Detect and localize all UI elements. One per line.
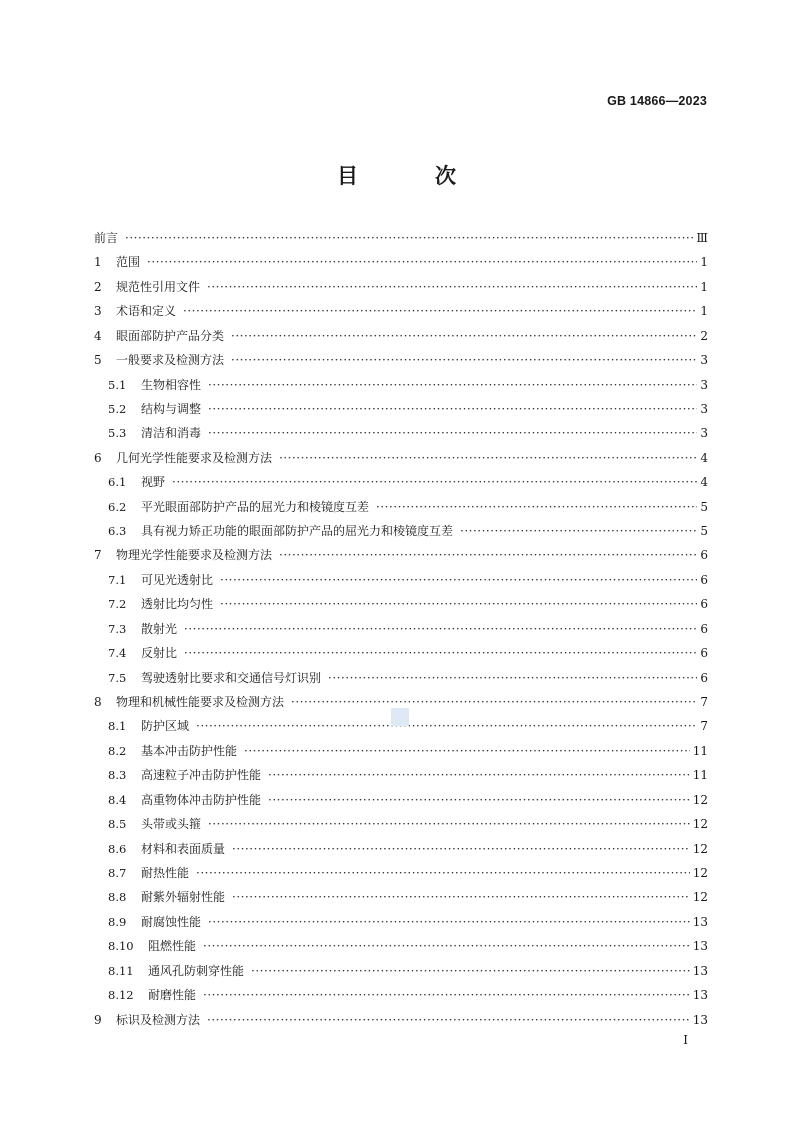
toc-entry-number: 8.5 [108, 817, 127, 832]
toc-entry[interactable] [94, 324, 708, 348]
toc-entry-title: 具有视力矫正功能的眼面部防护产品的屈光力和棱镜度互差 [141, 524, 454, 539]
toc-dot-leader [184, 641, 697, 665]
toc-entry[interactable] [94, 983, 708, 1007]
toc-entry-page: Ⅲ [696, 231, 708, 245]
highlight-marker [391, 708, 409, 726]
toc-dot-leader [208, 397, 697, 421]
toc-entry-page: 5 [700, 499, 708, 514]
toc-entry-number: 1 [94, 255, 102, 270]
toc-entry-page: 3 [700, 377, 708, 392]
toc-entry-title: 可见光透射比 [141, 572, 214, 587]
toc-entry-number: 7.5 [108, 670, 127, 685]
toc-entry-title: 一般要求及检测方法 [116, 353, 225, 368]
toc-dot-leader [196, 861, 690, 885]
toc-entry-page: 1 [700, 279, 708, 294]
toc-dot-leader [207, 1008, 690, 1032]
toc-entry[interactable] [94, 934, 708, 958]
toc-entry-number: 8.10 [108, 939, 134, 954]
toc-entry-page: 13 [692, 914, 708, 929]
toc-entry-page: 5 [700, 524, 708, 539]
toc-entry-title: 眼面部防护产品分类 [116, 328, 225, 343]
toc-entry[interactable] [94, 568, 708, 592]
standard-code: GB 14866—2023 [607, 94, 707, 108]
toc-entry-number: 5 [94, 353, 102, 368]
toc-entry-page: 3 [700, 401, 708, 416]
toc-entry[interactable] [94, 812, 708, 836]
toc-entry-title: 物理和机械性能要求及检测方法 [116, 695, 285, 710]
toc-dot-leader [207, 275, 697, 299]
toc-dot-leader [279, 446, 697, 470]
toc-entry-title: 透射比均匀性 [141, 597, 214, 612]
toc-entry-number: 4 [94, 328, 102, 343]
toc-entry-page: 6 [700, 670, 708, 685]
toc-entry-title: 耐腐蚀性能 [141, 914, 202, 929]
toc-dot-leader [208, 373, 697, 397]
toc-entry-page: 6 [700, 646, 708, 661]
toc-dot-leader [231, 324, 697, 348]
toc-entry-title: 物理光学性能要求及检测方法 [116, 548, 273, 563]
toc-dot-leader [183, 299, 697, 323]
toc-entry-page: 12 [692, 865, 708, 880]
toc-entry-title: 散射光 [141, 621, 178, 636]
toc-entry[interactable] [94, 837, 708, 861]
toc-entry-page: 6 [700, 572, 708, 587]
toc-entry-page: 13 [692, 963, 708, 978]
toc-entry[interactable] [94, 226, 708, 250]
toc-dot-leader [251, 959, 690, 983]
toc-entry-page: 7 [700, 695, 708, 710]
toc-dot-leader [220, 592, 697, 616]
toc-entry[interactable] [94, 397, 708, 421]
toc-entry-number: 5.1 [108, 377, 127, 392]
toc-entry-title: 视野 [141, 475, 166, 490]
toc-entry-title: 规范性引用文件 [116, 279, 201, 294]
toc-entry-number: 8.2 [108, 743, 127, 758]
toc-entry[interactable] [94, 959, 708, 983]
toc-entry-title: 耐紫外辐射性能 [141, 890, 226, 905]
toc-dot-leader [203, 934, 690, 958]
toc-entry-number: 7.3 [108, 621, 127, 636]
toc-entry-number: 5.3 [108, 426, 127, 441]
page-number: I [683, 1033, 688, 1047]
toc-entry-number: 8.11 [108, 963, 134, 978]
toc-entry[interactable] [94, 592, 708, 616]
toc-entry-page: 4 [700, 450, 708, 465]
toc-entry-page: 12 [692, 792, 708, 807]
toc-entry[interactable] [94, 373, 708, 397]
toc-entry-page: 13 [692, 1012, 708, 1027]
toc-entry-page: 6 [700, 597, 708, 612]
toc-dot-leader [203, 983, 690, 1007]
toc-entry-title: 几何光学性能要求及检测方法 [116, 450, 273, 465]
toc-dot-leader [328, 666, 697, 690]
toc-entry-title: 驾驶透射比要求和交通信号灯识别 [141, 670, 322, 685]
toc-entry[interactable] [94, 519, 708, 543]
toc-dot-leader [376, 495, 697, 519]
toc-entry-title: 清洁和消毒 [141, 426, 202, 441]
toc-entry-number: 6.2 [108, 499, 127, 514]
toc-entry[interactable] [94, 299, 708, 323]
toc-entry-number: 7.1 [108, 572, 127, 587]
toc-entry-page: 11 [692, 768, 708, 783]
toc-dot-leader [172, 470, 697, 494]
toc-entry[interactable] [94, 641, 708, 665]
toc-entry-number: 9 [94, 1012, 102, 1027]
toc-dot-leader [244, 739, 690, 763]
toc-entry-number: 6.3 [108, 524, 127, 539]
toc-entry-title: 生物相容性 [141, 377, 202, 392]
toc-dot-leader [147, 250, 697, 274]
toc-entry-number: 8.8 [108, 890, 127, 905]
toc-entry-page: 12 [692, 817, 708, 832]
toc-entry-title: 前言 [94, 231, 119, 245]
toc-dot-leader [268, 763, 690, 787]
toc-entry-title: 范围 [116, 255, 141, 270]
toc-entry-page: 2 [700, 328, 708, 343]
toc-entry-page: 4 [700, 475, 708, 490]
toc-entry[interactable] [94, 910, 708, 934]
toc-entry-page: 3 [700, 353, 708, 368]
toc-entry-page: 12 [692, 890, 708, 905]
toc-entry-title: 头带或头箍 [141, 817, 202, 832]
toc-entry-title: 耐热性能 [141, 865, 190, 880]
toc-entry-page: 12 [692, 841, 708, 856]
toc-entry[interactable] [94, 446, 708, 470]
toc-entry-number: 8.3 [108, 768, 127, 783]
toc-dot-leader [208, 812, 690, 836]
toc-entry-page: 11 [692, 743, 708, 758]
toc-entry[interactable] [94, 1008, 708, 1032]
toc-entry-title: 术语和定义 [116, 304, 177, 319]
toc-entry[interactable] [94, 763, 708, 787]
toc-entry[interactable] [94, 543, 708, 567]
toc-entry-number: 6 [94, 450, 102, 465]
toc-dot-leader [460, 519, 697, 543]
toc-entry-title: 防护区域 [141, 719, 190, 734]
toc-entry-number: 7.4 [108, 646, 127, 661]
toc-entry-number: 8.9 [108, 914, 127, 929]
toc-entry[interactable] [94, 885, 708, 909]
toc-entry-title: 阻燃性能 [148, 939, 197, 954]
toc-entry-number: 8.4 [108, 792, 127, 807]
toc-entry-title: 材料和表面质量 [141, 841, 226, 856]
toc-entry-number: 3 [94, 304, 102, 319]
toc-entry-number: 7 [94, 548, 102, 563]
toc-dot-leader [268, 788, 690, 812]
toc-entry-page: 1 [700, 304, 708, 319]
toc-entry-number: 2 [94, 279, 102, 294]
toc-dot-leader [279, 543, 697, 567]
toc-entry-title: 平光眼面部防护产品的屈光力和棱镜度互差 [141, 499, 370, 514]
toc-entry-title: 高速粒子冲击防护性能 [141, 768, 262, 783]
toc-entry[interactable] [94, 739, 708, 763]
toc-entry-title: 通风孔防刺穿性能 [148, 963, 245, 978]
toc-entry-number: 7.2 [108, 597, 127, 612]
toc-entry[interactable] [94, 250, 708, 274]
toc-entry-title: 基本冲击防护性能 [141, 743, 238, 758]
table-of-contents [94, 226, 708, 1032]
toc-entry-number: 8 [94, 695, 102, 710]
toc-dot-leader [232, 837, 690, 861]
toc-entry-page: 6 [700, 621, 708, 636]
toc-dot-leader [125, 226, 693, 250]
toc-entry[interactable] [94, 348, 708, 372]
toc-dot-leader [232, 885, 690, 909]
toc-entry-number: 8.7 [108, 865, 127, 880]
toc-entry[interactable] [94, 275, 708, 299]
toc-entry-number: 5.2 [108, 401, 127, 416]
toc-entry-number: 8.12 [108, 988, 134, 1003]
toc-entry-title: 反射比 [141, 646, 178, 661]
toc-entry-title: 高重物体冲击防护性能 [141, 792, 262, 807]
toc-entry-title: 耐磨性能 [148, 988, 197, 1003]
toc-entry-number: 8.6 [108, 841, 127, 856]
toc-entry-number: 8.1 [108, 719, 127, 734]
toc-entry[interactable] [94, 421, 708, 445]
toc-entry-title: 标识及检测方法 [116, 1012, 201, 1027]
toc-entry[interactable] [94, 617, 708, 641]
toc-entry-title: 结构与调整 [141, 401, 202, 416]
toc-dot-leader [220, 568, 697, 592]
toc-entry-page: 7 [700, 719, 708, 734]
toc-dot-leader [291, 690, 697, 714]
toc-dot-leader [231, 348, 697, 372]
page-title: 目 次 [337, 164, 484, 188]
toc-entry[interactable] [94, 495, 708, 519]
toc-entry-page: 6 [700, 548, 708, 563]
toc-entry[interactable] [94, 470, 708, 494]
toc-entry-page: 3 [700, 426, 708, 441]
toc-entry[interactable] [94, 861, 708, 885]
toc-entry-page: 13 [692, 939, 708, 954]
toc-entry-page: 13 [692, 988, 708, 1003]
toc-dot-leader [208, 421, 697, 445]
toc-entry[interactable] [94, 788, 708, 812]
toc-dot-leader [196, 714, 697, 738]
toc-entry[interactable] [94, 666, 708, 690]
toc-dot-leader [184, 617, 697, 641]
toc-entry-page: 1 [700, 255, 708, 270]
toc-dot-leader [208, 910, 690, 934]
toc-entry-number: 6.1 [108, 475, 127, 490]
